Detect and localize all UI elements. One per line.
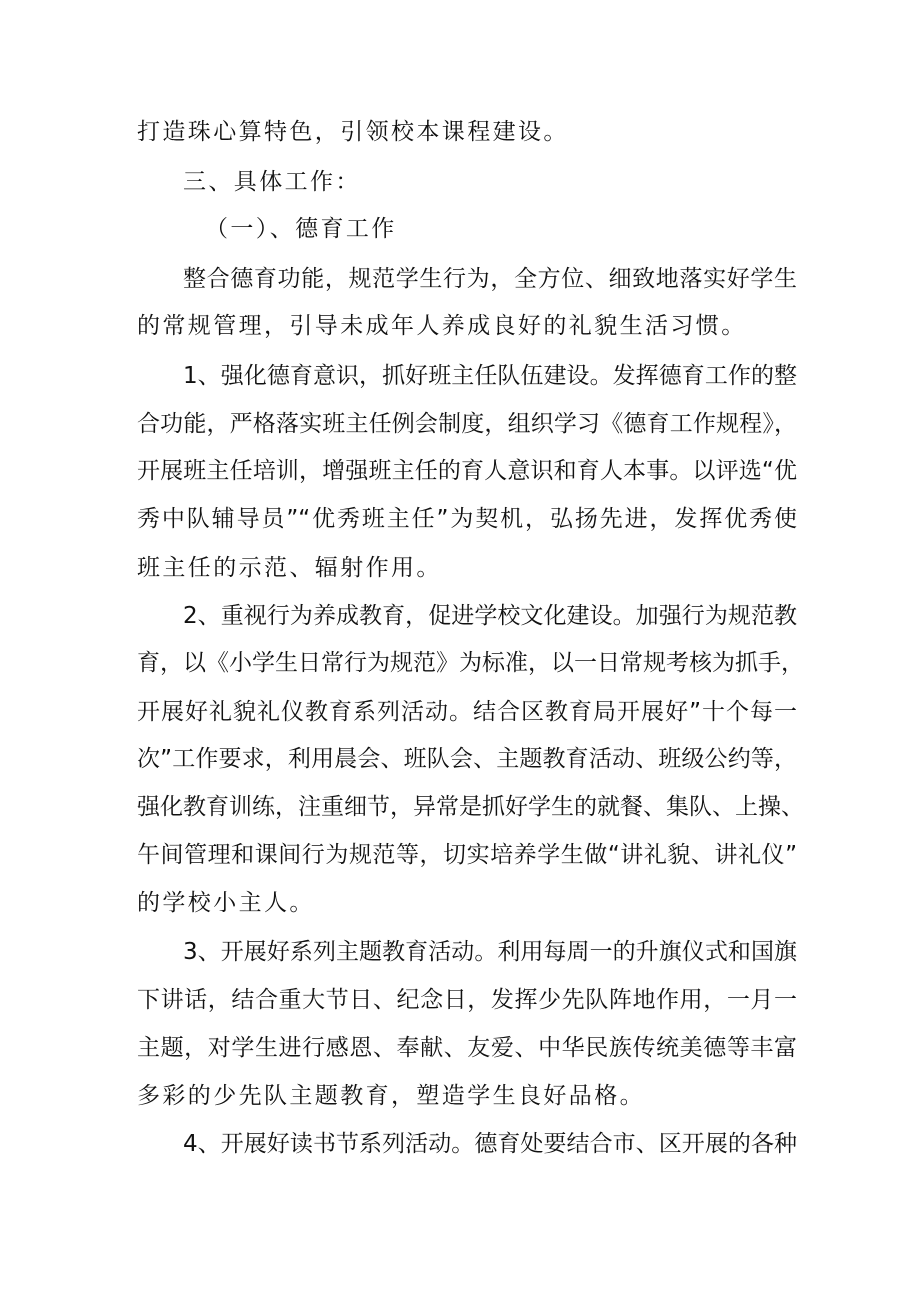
text-line: 秀中队辅导员”“优秀班主任”为契机，弘扬先进，发挥优秀使 [137, 506, 797, 532]
text-line: 育，以《小学生日常行为规范》为标准，以一日常规考核为抓手， [137, 650, 804, 676]
section-heading: 三、具体工作： [183, 169, 361, 195]
text-line: 次”工作要求，利用晨会、班队会、主题教育活动、班级公约等， [137, 746, 797, 772]
text-line: 3、开展好系列主题教育活动。利用每周一的升旗仪式和国旗 [183, 939, 797, 965]
text-line: 下讲话，结合重大节日、纪念日，发挥少先队阵地作用，一月一 [137, 987, 797, 1013]
subsection-heading: （一）、德育工作 [205, 216, 397, 242]
text-line: 开展好礼貌礼仪教育系列活动。结合区教育局开展好”十个每一 [137, 699, 797, 725]
text-line: 主题，对学生进行感恩、奉献、友爱、中华民族传统美德等丰富 [137, 1035, 797, 1061]
text-line: 的常规管理，引导未成年人养成良好的礼貌生活习惯。 [137, 313, 747, 339]
text-line: 午间管理和课间行为规范等，切实培养学生做“讲礼貌、讲礼仪” [137, 842, 797, 868]
text-line: 2、重视行为养成教育，促进学校文化建设。加强行为规范教 [183, 603, 797, 629]
text-line: 4、开展好读书节系列活动。德育处要结合市、区开展的各种 [183, 1131, 797, 1157]
text-line: 开展班主任培训，增强班主任的育人意识和育人本事。以评选“优 [137, 458, 797, 484]
text-line: 强化教育训练，注重细节，异常是抓好学生的就餐、集队、上操、 [137, 794, 804, 820]
text-line: 的学校小主人。 [137, 890, 315, 916]
text-line: 多彩的少先队主题教育，塑造学生良好品格。 [137, 1083, 645, 1109]
text-line: 1、强化德育意识，抓好班主任队伍建设。发挥德育工作的整 [183, 363, 797, 389]
text-line: 班主任的示范、辐射作用。 [137, 555, 442, 581]
text-line: 打造珠心算特色，引领校本课程建设。 [137, 119, 569, 145]
text-line: 整合德育功能，规范学生行为，全方位、细致地落实好学生 [183, 266, 797, 292]
text-line: 合功能，严格落实班主任例会制度，组织学习《德育工作规程》， [137, 411, 797, 437]
